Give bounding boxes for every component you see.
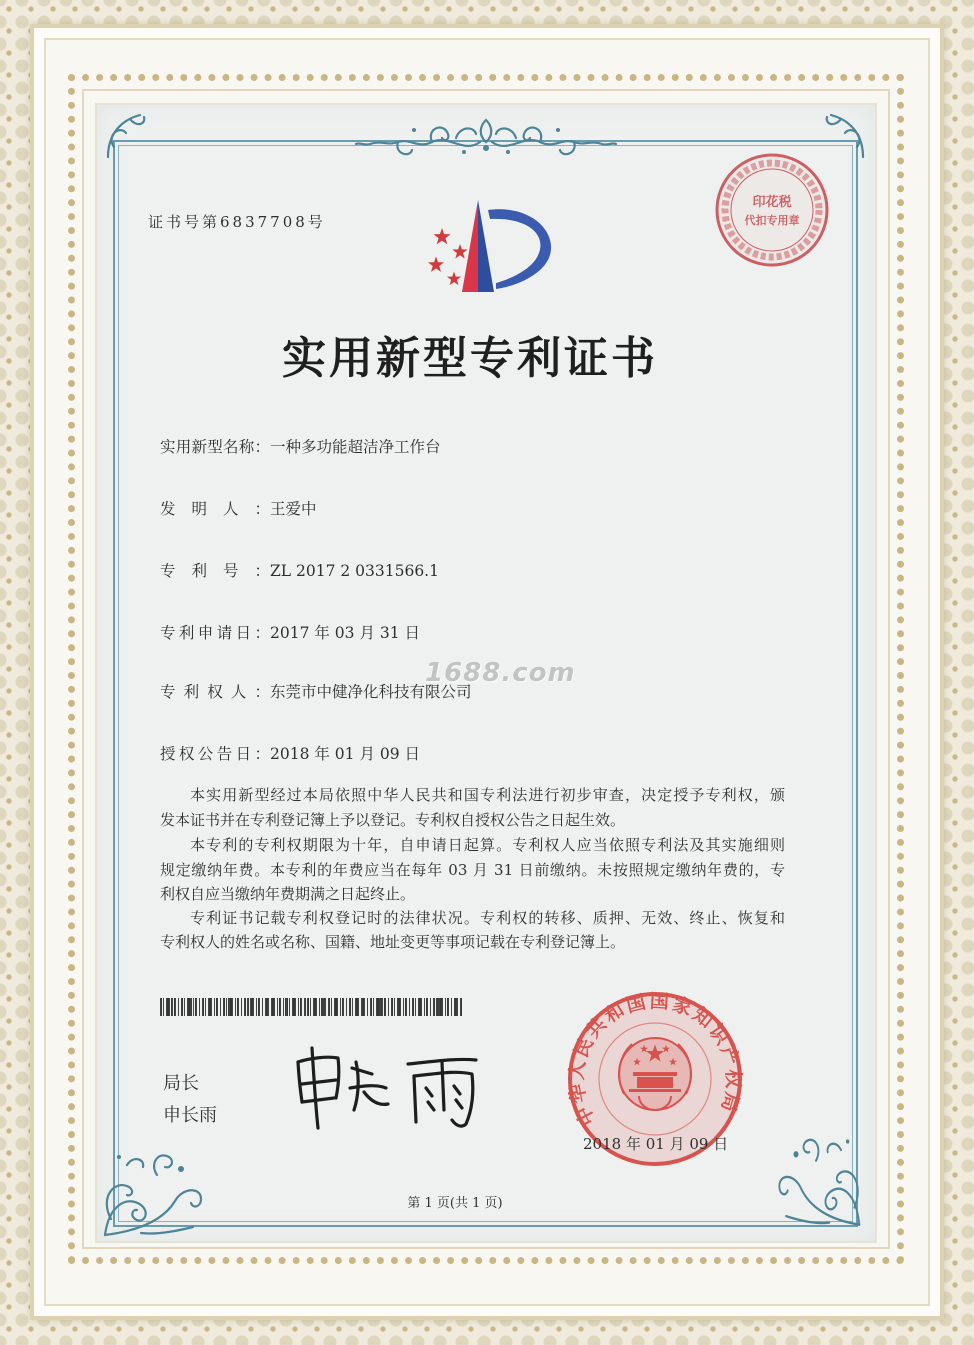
top-ornament-right — [492, 128, 616, 155]
watermark: 1688.com — [425, 658, 576, 688]
certificate-number: 证书号第6837708号 — [148, 213, 326, 231]
logo-star — [452, 244, 467, 258]
corner-ornament-bottom-left — [97, 1135, 217, 1240]
field-application-date — [160, 623, 420, 643]
logo-star — [433, 228, 450, 244]
body-line: 专利权人的姓名或名称、国籍、地址变更等事项记载在专利登记簿上。 — [160, 933, 626, 951]
field-value: 2018 年 01 月 09 日 — [270, 745, 421, 763]
corner-ornament-top-left — [100, 107, 155, 162]
logo-star — [428, 257, 444, 272]
national-emblem-icon — [619, 1038, 691, 1110]
logo-p-curve — [488, 209, 551, 289]
signatory-title: 局长 — [163, 1073, 199, 1094]
page-title: 实用新型专利证书 — [282, 333, 658, 384]
field-value: 王爱中 — [270, 500, 317, 518]
signatory-name: 申长雨 — [163, 1105, 217, 1126]
body-line: 本专利的专利权期限为十年，自申请日起算。专利权人应当依照专利法及其实施细则 — [190, 836, 785, 854]
body-line: 专利证书记载专利权登记时的法律状况。专利权的转移、质押、无效、终止、恢复和 — [190, 909, 785, 927]
top-ornament-left — [356, 128, 480, 155]
stamp-line-1: 印花税 — [752, 195, 792, 210]
field-label: 专利号： — [160, 562, 270, 580]
seal-ring-text-path: 中华人民共和国国家知识产权局 — [566, 990, 744, 1130]
field-utility-model-name — [160, 437, 441, 457]
field-label: 专利权人： — [160, 683, 270, 701]
signature-char-1 — [298, 1048, 339, 1128]
patent-office-logo-icon — [410, 195, 560, 300]
field-label: 授权公告日： — [160, 745, 270, 763]
field-label: 发明人： — [160, 500, 270, 518]
signature-char-2 — [350, 1062, 388, 1110]
field-value: ZL 2017 2 0331566.1 — [270, 562, 439, 580]
body-line: 规定缴纳年费。本专利的年费应当在每年 03 月 31 日前缴纳。未按照规定缴纳年费的，专 — [160, 861, 785, 879]
logo-stars — [428, 228, 468, 285]
page-footer: 第 1 页(共 1 页) — [407, 1196, 503, 1211]
field-patent-number — [160, 561, 439, 581]
logo-star — [447, 272, 461, 286]
handwritten-signature — [290, 1040, 490, 1135]
body-line: 利权自应当缴纳年费期满之日起终止。 — [160, 885, 416, 903]
barcode-icon — [160, 998, 462, 1016]
field-value: 东莞市中健净化科技有限公司 — [270, 683, 472, 701]
field-label: 专利申请日： — [160, 624, 270, 642]
stamp-outer-ring — [717, 155, 827, 265]
tax-stamp — [710, 148, 834, 272]
signature-char-3 — [408, 1059, 476, 1126]
field-label: 实用新型名称： — [160, 438, 270, 456]
field-grant-date — [160, 744, 420, 764]
top-ornament — [352, 112, 620, 162]
field-value: 一种多功能超洁净工作台 — [270, 438, 441, 456]
field-value: 2017 年 03 月 31 日 — [270, 624, 421, 642]
field-inventor — [160, 499, 317, 519]
stamp-line-2: 代扣专用章 — [744, 214, 800, 227]
body-line: 本实用新型经过本局依照中华人民共和国专利法进行初步审查，决定授予专利权，颁 — [190, 786, 785, 804]
issue-date: 2018 年 01 月 09 日 — [583, 1135, 729, 1153]
body-line: 发本证书并在专利登记簿上予以登记。专利权自授权公告之日起生效。 — [160, 811, 626, 829]
logo-triangle-red — [462, 200, 478, 292]
corner-ornament-bottom-right — [766, 1118, 866, 1230]
